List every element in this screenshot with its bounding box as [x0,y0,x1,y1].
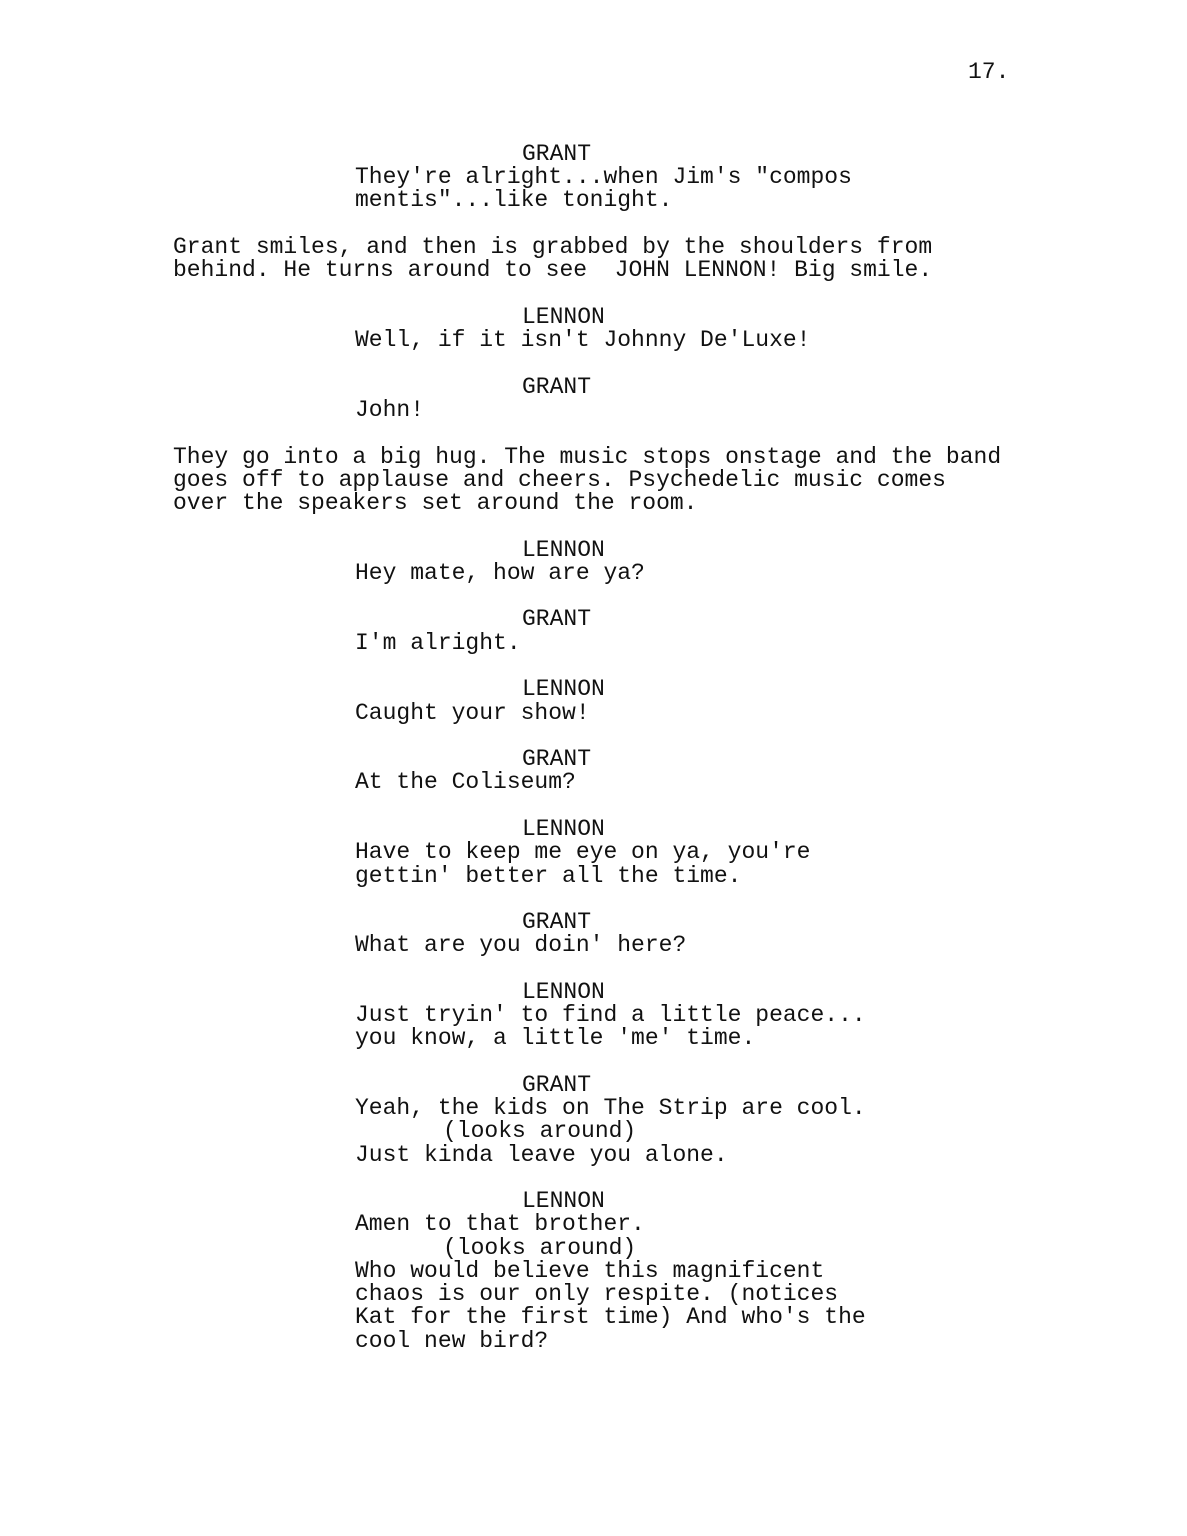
character-name: LENNON [522,676,605,702]
dialogue-line: Who would believe this magnificent [355,1258,825,1284]
action-line: behind. He turns around to see JOHN LENNON! Big smile. [173,257,933,283]
dialogue-line: Hey mate, how are ya? [355,560,645,586]
dialogue-line: mentis"...like tonight. [355,187,673,213]
character-name: GRANT [522,909,592,935]
action-line: They go into a big hug. The music stops onstage and the band [173,444,1002,470]
character-name: GRANT [522,141,592,167]
dialogue-line: Just kinda leave you alone. [355,1142,728,1168]
dialogue-line: chaos is our only respite. (notices [355,1281,839,1307]
parenthetical-line: (looks around) [443,1118,637,1144]
dialogue-line: gettin' better all the time. [355,863,742,889]
action-line: over the speakers set around the room. [173,490,698,516]
dialogue-line: John! [355,397,425,423]
dialogue-line: At the Coliseum? [355,769,576,795]
dialogue-line: Amen to that brother. [355,1211,645,1237]
dialogue-line: Yeah, the kids on The Strip are cool. [355,1095,866,1121]
action-line: Grant smiles, and then is grabbed by the shoulders from [173,234,933,260]
character-name: GRANT [522,606,592,632]
dialogue-line: Caught your show! [355,700,590,726]
dialogue-line: What are you doin' here? [355,932,687,958]
character-name: LENNON [522,304,605,330]
dialogue-line: Just tryin' to find a little peace... [355,1002,866,1028]
dialogue-line: Well, if it isn't Johnny De'Luxe! [355,327,811,353]
dialogue-line: Kat for the first time) And who's the [355,1304,866,1330]
character-name: GRANT [522,374,592,400]
character-name: LENNON [522,816,605,842]
dialogue-line: I'm alright. [355,630,521,656]
character-name: LENNON [522,1188,605,1214]
character-name: LENNON [522,537,605,563]
character-name: GRANT [522,1072,592,1098]
dialogue-line: cool new bird? [355,1328,549,1354]
dialogue-line: Have to keep me eye on ya, you're [355,839,811,865]
action-line: goes off to applause and cheers. Psychedelic music comes [173,467,946,493]
dialogue-line: They're alright...when Jim's "compos [355,164,852,190]
character-name: LENNON [522,979,605,1005]
dialogue-line: you know, a little 'me' time. [355,1025,756,1051]
page-number: 17. [968,59,1010,85]
parenthetical-line: (looks around) [443,1235,637,1261]
character-name: GRANT [522,746,592,772]
